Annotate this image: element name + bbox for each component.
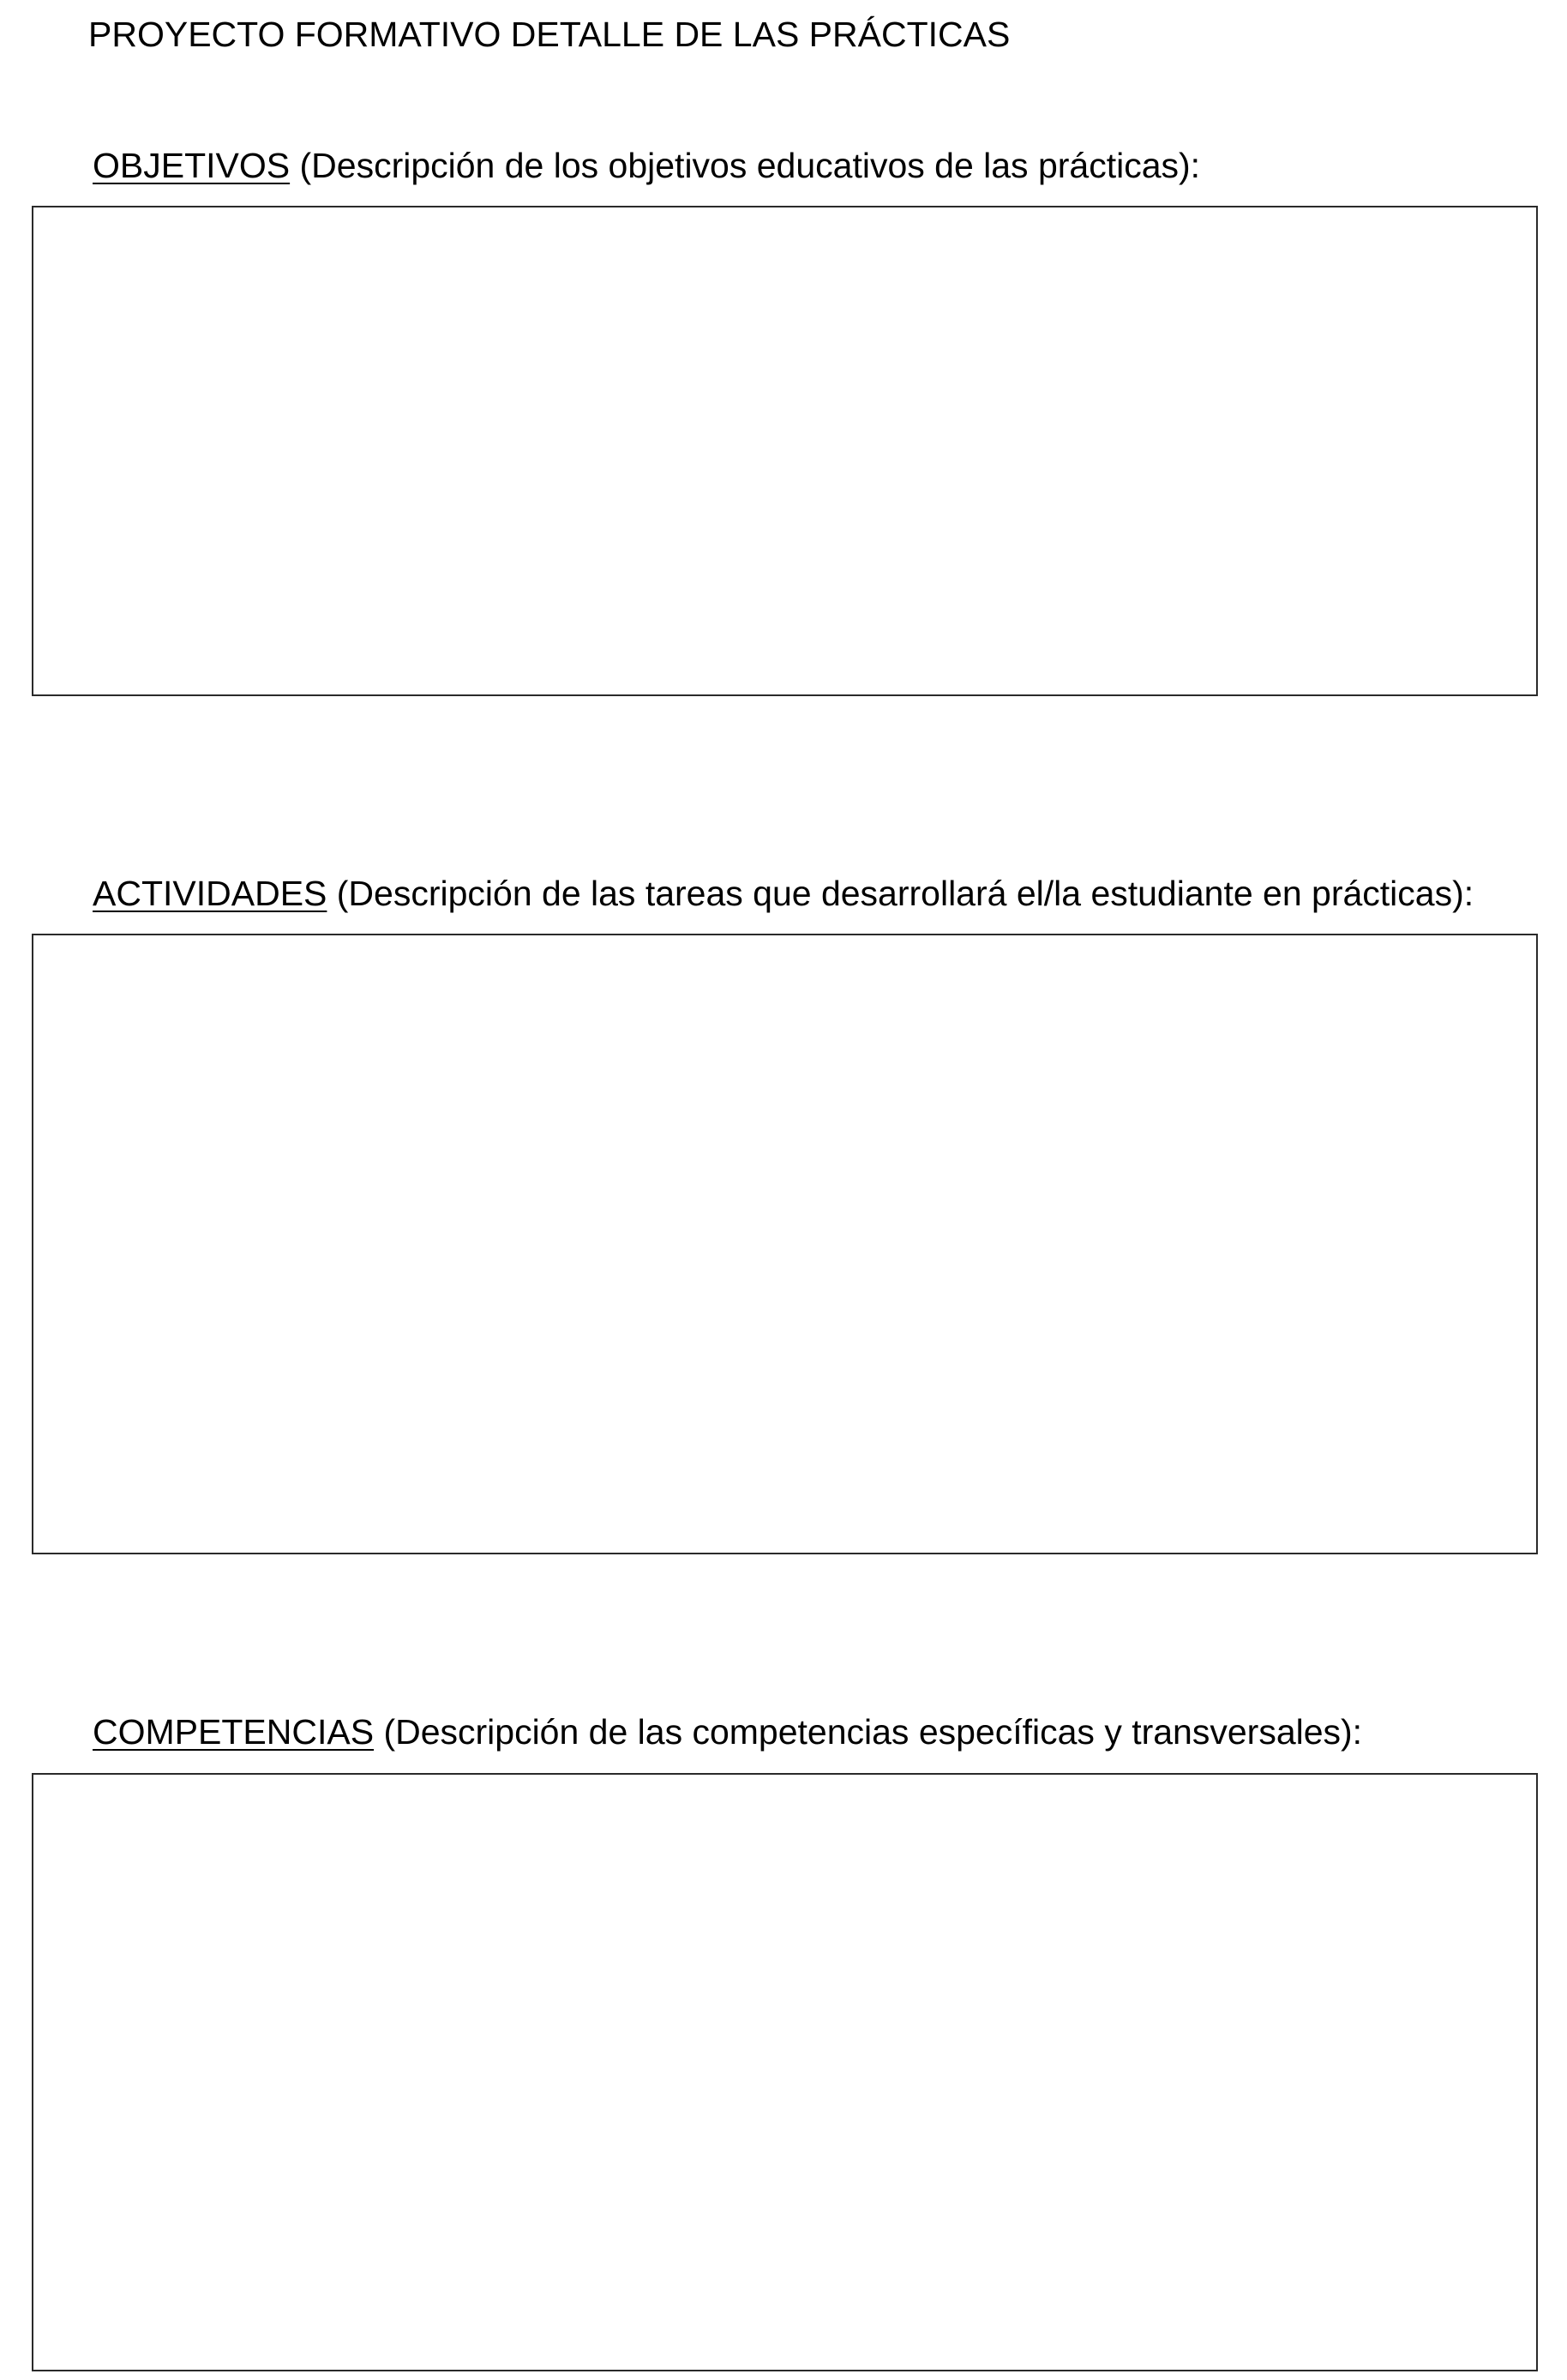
objetivos-label <box>93 141 1200 189</box>
objetivos-text-box[interactable] <box>32 206 1538 696</box>
actividades-description: (Descripción de las tareas que desarrollará el/la estudiante en prácticas): <box>327 874 1474 913</box>
actividades-heading: ACTIVIDADES <box>93 874 327 913</box>
objetivos-description: (Descripción de los objetivos educativos de las prácticas): <box>290 146 1201 185</box>
competencias-heading: COMPETENCIAS <box>93 1712 375 1752</box>
actividades-label <box>93 869 1474 917</box>
objetivos-heading: OBJETIVOS <box>93 146 291 185</box>
competencias-description: (Descripción de las competencias específicas y transversales): <box>374 1712 1363 1752</box>
competencias-text-box[interactable] <box>32 1773 1538 2371</box>
competencias-label <box>93 1708 1362 1756</box>
page-title: PROYECTO FORMATIVO DETALLE DE LAS PRÁCTICAS <box>88 15 1011 54</box>
actividades-text-box[interactable] <box>32 934 1538 1554</box>
